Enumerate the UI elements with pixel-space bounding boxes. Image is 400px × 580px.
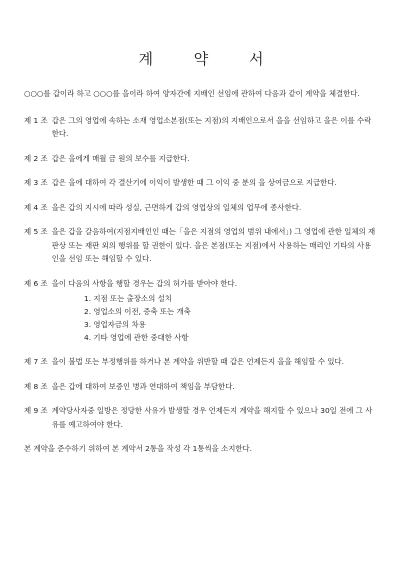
clause-text: 갑은 을에 대하여 각 결산기에 이익이 발생한 때 그 이익 중 분의 을 상여금으로 지급한다. [51, 178, 337, 187]
clause-text: 을은 갑을 갈음하여(지점지배인인 때는「을은 지점의 영업의 범위 내에서」) 그 영업에 관한 일체의 재판상 또는 재판 외의 행위를 할 권한이 있다. 을은 본점(또는 지점)에서 사용하는 매리인 기타의 사용인을 선임 또는 해임할 수 있다. [51, 227, 376, 263]
clause-number: 제 6 조 [24, 278, 48, 288]
clause-8 [24, 380, 378, 394]
clause-9 [24, 404, 378, 431]
clause-text: 을은 갑의 지시에 따라 성실, 근면하게 갑의 영업상의 일체의 업무에 종사한다. [51, 202, 302, 212]
clause-2 [24, 152, 378, 166]
list-item: 4. 기타 영업에 관한 중대한 사항 [84, 333, 189, 342]
clause-6 [24, 277, 378, 291]
list-item: 3. 영업자금의 차용 [84, 320, 146, 329]
clause-7 [24, 355, 378, 369]
clause-number: 제 7 조 [24, 357, 48, 366]
clause-number: 제 5 조 [24, 227, 48, 236]
list-item: 2. 영업소의 이전, 증축 또는 개축 [84, 307, 191, 316]
clause-number: 제 2 조 [24, 153, 48, 163]
clause-text: 을이 불법 또는 부정행위를 하거나 본 계약을 위반할 때 갑은 언제든지 을을 해임할 수 있다. [51, 357, 344, 366]
clause-text: 갑은 그의 영업에 속하는 소재 영업소본점(또는 지점)의 지배인으로서 을을 선임하고 을은 이를 수락한다. [51, 115, 372, 138]
clause-3 [24, 176, 378, 190]
clause-text: 을이 다음의 사항을 행할 경우는 갑의 허가를 받아야 한다. [51, 278, 238, 288]
clause-number: 제 4 조 [24, 202, 48, 212]
clause-text: 계약당사자중 일방은 정당한 사유가 발생할 경우 언제든지 계약을 해지할 수 있으나 30일 전에 그 사유를 예고하여야 한다. [51, 406, 373, 429]
preamble: ○○○를 갑이라 하고 ○○○를 을이라 하여 양자간에 지배인 선임에 관하여 다음과 같이 계약을 체결한다. [24, 89, 360, 98]
closing-statement: 본 계약을 준수하기 위하여 본 계약서 2통을 작성 각 1통씩을 소지한다. [24, 444, 253, 453]
list-item: 1. 지점 또는 출장소의 설치 [84, 294, 172, 303]
document-title: 계 약 서 [138, 50, 282, 68]
clause-number: 제 9 조 [24, 406, 48, 415]
clause-number: 제 1 조 [24, 115, 48, 125]
clause-1 [24, 114, 378, 141]
clause-text: 갑은 을에게 매월 금 원의 보수를 지급한다. [51, 153, 190, 163]
clause-6-items [24, 292, 378, 344]
clause-number: 제 3 조 [24, 178, 48, 187]
clause-4 [24, 201, 378, 215]
clause-number: 제 8 조 [24, 381, 48, 391]
clause-5 [24, 225, 378, 266]
clause-text: 을은 갑에 대하여 보증인 병과 연대하여 책임을 부담한다. [51, 381, 235, 391]
